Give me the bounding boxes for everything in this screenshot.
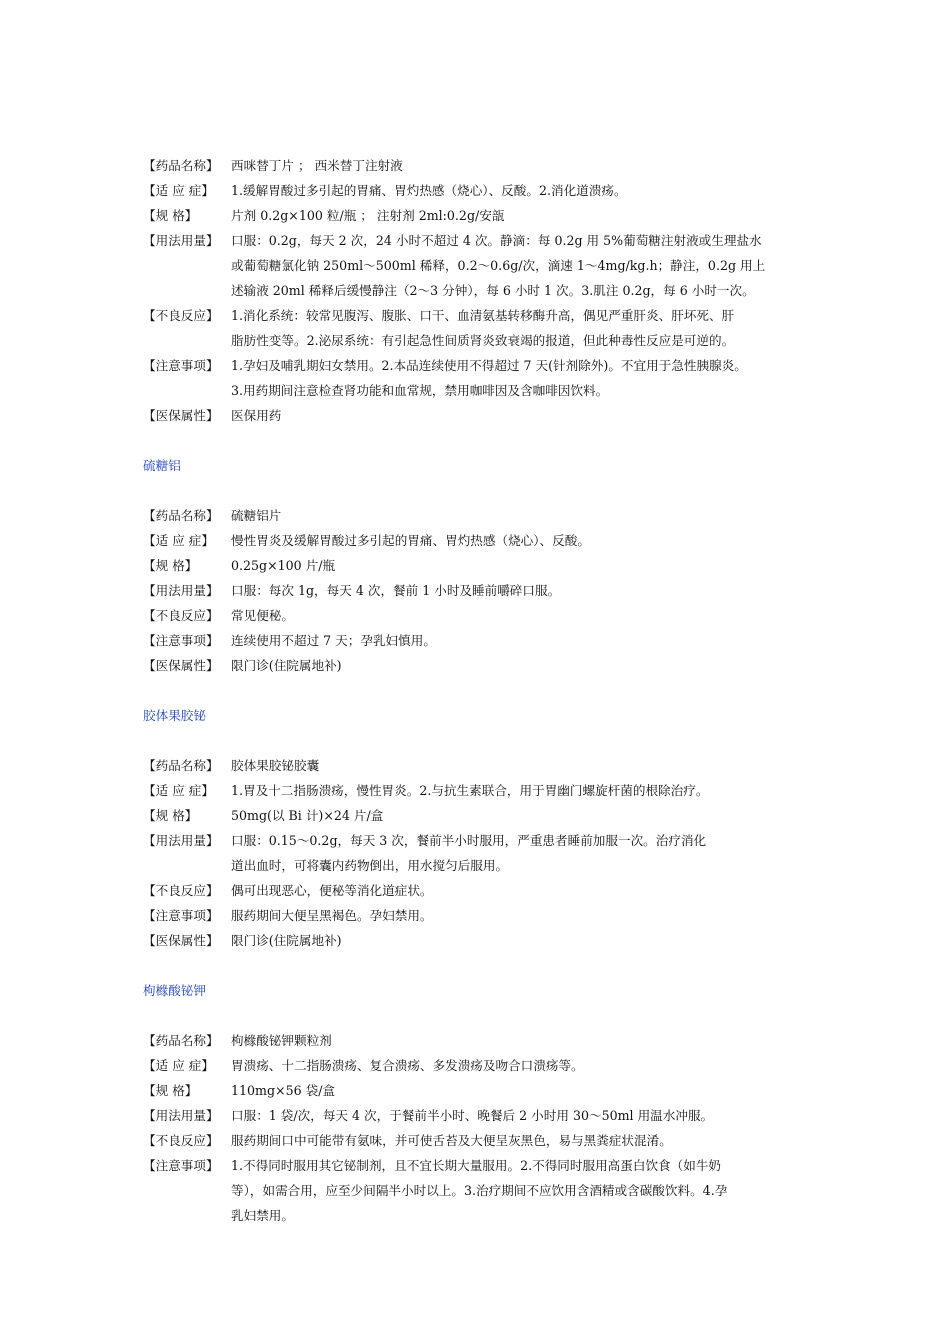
field-label: 【药品名称】 xyxy=(143,508,219,523)
field-value xyxy=(231,753,833,778)
field-label: 【注意事项】 xyxy=(143,358,219,373)
field-value xyxy=(231,228,833,303)
field-value-line: 连续使用不超过 7 天；孕乳妇慎用。 xyxy=(231,633,436,648)
field-label: 【不良反应】 xyxy=(143,883,219,898)
field-row xyxy=(143,203,833,228)
field-value xyxy=(231,1078,833,1103)
field-value-line: 1.缓解胃酸过多引起的胃痛、胃灼热感（烧心）、反酸。2.消化道溃疡。 xyxy=(231,183,627,198)
field-value-line: 110mg×56 袋/盒 xyxy=(231,1083,336,1098)
field-row xyxy=(143,828,833,878)
field-value xyxy=(231,403,833,428)
field-row xyxy=(143,528,833,553)
field-label: 【规 格】 xyxy=(143,1083,198,1098)
field-row xyxy=(143,1153,833,1228)
field-value xyxy=(231,1103,833,1128)
field-value-line: 医保用药 xyxy=(231,408,282,423)
drug-section xyxy=(143,153,833,453)
field-row xyxy=(143,503,833,528)
field-value xyxy=(231,603,833,628)
field-label: 【注意事项】 xyxy=(143,1158,219,1173)
field-label: 【用法用量】 xyxy=(143,233,219,248)
field-value xyxy=(231,1028,833,1053)
field-value-line: 常见便秘。 xyxy=(231,608,294,623)
field-row xyxy=(143,778,833,803)
field-value-line: 乳妇禁用。 xyxy=(231,1208,294,1223)
field-row xyxy=(143,1028,833,1053)
field-value-line: 口服：0.2g，每天 2 次，24 小时不超过 4 次。静滴：每 0.2g 用 5%葡萄糖注射液或生理盐水 xyxy=(231,233,762,248)
field-value-line: 道出血时，可将囊内药物倒出，用水搅匀后服用。 xyxy=(231,858,509,873)
field-value-line: 服药期间口中可能带有氨味，并可使舌苔及大便呈灰黑色，易与黑粪症状混淆。 xyxy=(231,1133,672,1148)
field-row xyxy=(143,1103,833,1128)
field-row xyxy=(143,653,833,678)
field-label: 【不良反应】 xyxy=(143,308,219,323)
field-label: 【不良反应】 xyxy=(143,1133,219,1148)
field-value-line: 偶可出现恶心，便秘等消化道症状。 xyxy=(231,883,433,898)
field-value-line: 或葡萄糖氯化钠 250ml～500ml 稀释，0.2～0.6g/次，滴速 1～4mg/kg.h；静注，0.2g 用上 xyxy=(231,258,766,273)
field-value xyxy=(231,578,833,603)
field-label: 【药品名称】 xyxy=(143,158,219,173)
field-value xyxy=(231,553,833,578)
field-row xyxy=(143,803,833,828)
field-row xyxy=(143,178,833,203)
field-row xyxy=(143,403,833,428)
field-value-line: 片剂 0.2g×100 粒/瓶 ； 注射剂 2ml:0.2g/安瓿 xyxy=(231,208,505,223)
field-value xyxy=(231,503,833,528)
field-label: 【适 应 症】 xyxy=(143,533,214,548)
field-label: 【用法用量】 xyxy=(143,833,219,848)
field-row xyxy=(143,553,833,578)
field-value-line: 限门诊(住院属地补) xyxy=(231,658,342,673)
field-value xyxy=(231,803,833,828)
document-body xyxy=(143,153,833,1228)
field-value xyxy=(231,653,833,678)
field-value xyxy=(231,878,833,903)
field-label: 【医保属性】 xyxy=(143,933,219,948)
field-label: 【医保属性】 xyxy=(143,408,219,423)
field-value-line: 胶体果胶铋胶囊 xyxy=(231,758,320,773)
field-row xyxy=(143,1053,833,1078)
field-label: 【注意事项】 xyxy=(143,908,219,923)
field-value xyxy=(231,828,833,878)
drug-section xyxy=(143,703,833,978)
field-value-line: 口服：0.15～0.2g，每天 3 次，餐前半小时服用，严重患者睡前加服一次。治疗消化 xyxy=(231,833,707,848)
field-value-line: 1.胃及十二指肠溃疡，慢性胃炎。2.与抗生素联合，用于胃幽门螺旋杆菌的根除治疗。 xyxy=(231,783,709,798)
field-value-line: 等），如需合用，应至少间隔半小时以上。3.治疗期间不应饮用含酒精或含碳酸饮料。4.孕 xyxy=(231,1183,728,1198)
field-label: 【规 格】 xyxy=(143,808,198,823)
field-row xyxy=(143,878,833,903)
field-value-line: 述输液 20ml 稀释后缓慢静注（2～3 分钟），每 6 小时 1 次。3.肌注 0.2g，每 6 小时一次。 xyxy=(231,283,755,298)
field-row xyxy=(143,1078,833,1103)
field-value xyxy=(231,628,833,653)
field-row xyxy=(143,353,833,403)
field-value-line: 枸橼酸铋钾颗粒剂 xyxy=(231,1033,332,1048)
field-label: 【适 应 症】 xyxy=(143,783,214,798)
field-label: 【不良反应】 xyxy=(143,608,219,623)
field-label: 【适 应 症】 xyxy=(143,1058,214,1073)
field-label: 【规 格】 xyxy=(143,558,198,573)
field-label: 【药品名称】 xyxy=(143,1033,219,1048)
field-label: 【医保属性】 xyxy=(143,658,219,673)
field-value-line: 1.不得同时服用其它铋制剂，且不宜长期大量服用。2.不得同时服用高蛋白饮食（如牛奶 xyxy=(231,1158,722,1173)
field-value xyxy=(231,303,833,353)
field-value xyxy=(231,778,833,803)
field-label: 【用法用量】 xyxy=(143,1108,219,1123)
field-value-line: 慢性胃炎及缓解胃酸过多引起的胃痛、胃灼热感（烧心）、反酸。 xyxy=(231,533,590,548)
drug-title: 硫糖铝 xyxy=(143,458,181,473)
field-value xyxy=(231,1128,833,1153)
field-value-line: 限门诊(住院属地补) xyxy=(231,933,342,948)
field-value-line: 3.用药期间注意检查肾功能和血常规，禁用咖啡因及含咖啡因饮料。 xyxy=(231,383,609,398)
field-value-line: 硫糖铝片 xyxy=(231,508,282,523)
field-value xyxy=(231,903,833,928)
field-value xyxy=(231,1053,833,1078)
field-row xyxy=(143,928,833,953)
field-value-line: 口服：1 袋/次，每天 4 次，于餐前半小时、晚餐后 2 小时用 30～50ml 用温水冲服。 xyxy=(231,1108,714,1123)
drug-title: 胶体果胶铋 xyxy=(143,708,206,723)
field-value xyxy=(231,353,833,403)
field-label: 【注意事项】 xyxy=(143,633,219,648)
field-value-line: 50mg(以 Bi 计)×24 片/盒 xyxy=(231,808,384,823)
field-row xyxy=(143,303,833,353)
field-value xyxy=(231,178,833,203)
field-label: 【规 格】 xyxy=(143,208,198,223)
field-value xyxy=(231,1153,833,1228)
field-label: 【用法用量】 xyxy=(143,583,219,598)
field-value-line: 西咪替丁片 ； 西米替丁注射液 xyxy=(231,158,403,173)
field-value-line: 1.孕妇及哺乳期妇女禁用。2.本品连续使用不得超过 7 天(针剂除外)。不宜用于急性胰腺炎。 xyxy=(231,358,747,373)
field-row xyxy=(143,903,833,928)
field-row xyxy=(143,603,833,628)
field-value-line: 服药期间大便呈黑褐色。孕妇禁用。 xyxy=(231,908,433,923)
field-value-line: 胃溃疡、十二指肠溃疡、复合溃疡、多发溃疡及吻合口溃疡等。 xyxy=(231,1058,584,1073)
drug-section xyxy=(143,978,833,1228)
field-value xyxy=(231,528,833,553)
field-value xyxy=(231,928,833,953)
field-row xyxy=(143,753,833,778)
drug-title: 枸橼酸铋钾 xyxy=(143,983,206,998)
field-label: 【适 应 症】 xyxy=(143,183,214,198)
field-label: 【药品名称】 xyxy=(143,758,219,773)
field-row xyxy=(143,578,833,603)
field-value-line: 口服：每次 1g，每天 4 次，餐前 1 小时及睡前嚼碎口服。 xyxy=(231,583,561,598)
field-value xyxy=(231,153,833,178)
field-value-line: 1.消化系统：较常见腹泻、腹胀、口干、血清氨基转移酶升高，偶见严重肝炎、肝坏死、肝 xyxy=(231,308,735,323)
field-value-line: 0.25g×100 片/瓶 xyxy=(231,558,336,573)
field-value-line: 脂肪性变等。2.泌尿系统：有引起急性间质肾炎致衰竭的报道，但此种毒性反应是可逆的。 xyxy=(231,333,735,348)
field-row xyxy=(143,153,833,178)
field-value xyxy=(231,203,833,228)
drug-section xyxy=(143,453,833,703)
field-row xyxy=(143,628,833,653)
field-row xyxy=(143,1128,833,1153)
field-row xyxy=(143,228,833,303)
